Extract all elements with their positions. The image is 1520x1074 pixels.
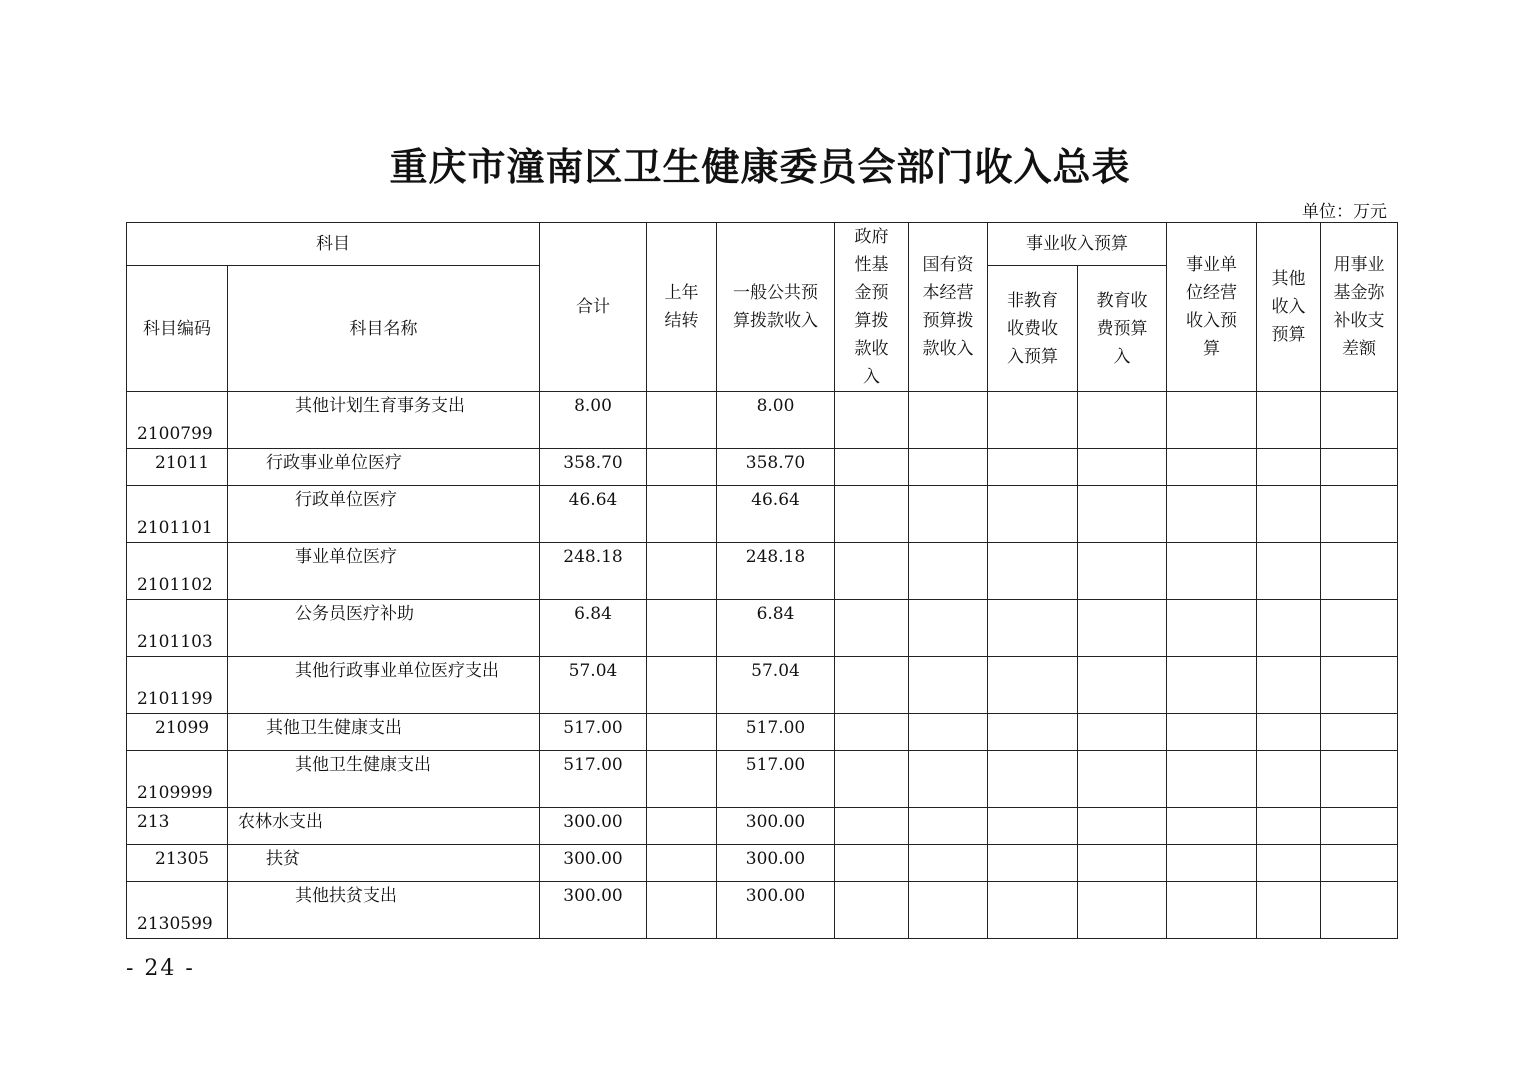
- cell-unit-operating: [1167, 882, 1257, 939]
- cell-non-edu: [988, 882, 1078, 939]
- subject-name: 事业单位医疗: [228, 543, 540, 600]
- subject-name: 行政单位医疗: [228, 486, 540, 543]
- cell-carryover: [647, 543, 717, 600]
- cell-edu: [1078, 714, 1167, 751]
- cell-carryover: [647, 882, 717, 939]
- cell-non-edu: [988, 600, 1078, 657]
- cell-state-capital: [909, 486, 988, 543]
- cell-edu: [1078, 449, 1167, 486]
- cell-total: 300.00: [540, 845, 647, 882]
- cell-unit-operating: [1167, 751, 1257, 808]
- cell-unit-operating: [1167, 845, 1257, 882]
- cell-non-edu: [988, 714, 1078, 751]
- cell-edu: [1078, 808, 1167, 845]
- subject-code: 21305: [127, 845, 228, 882]
- header-state-capital: 国有资本经营预算拨款收入: [909, 223, 988, 392]
- cell-edu: [1078, 392, 1167, 449]
- subject-name: 其他卫生健康支出: [228, 751, 540, 808]
- table-row: [127, 657, 1398, 714]
- subject-code: 2109999: [127, 751, 228, 808]
- cell-edu: [1078, 486, 1167, 543]
- income-summary-table: [126, 222, 1398, 939]
- cell-state-capital: [909, 392, 988, 449]
- cell-unit-operating: [1167, 543, 1257, 600]
- cell-other: [1257, 449, 1321, 486]
- subject-name: 其他卫生健康支出: [228, 714, 540, 751]
- table-row: [127, 449, 1398, 486]
- cell-edu: [1078, 882, 1167, 939]
- subject-code: 21011: [127, 449, 228, 486]
- cell-gov-fund: [835, 543, 909, 600]
- cell-state-capital: [909, 657, 988, 714]
- cell-fund-gap: [1321, 714, 1398, 751]
- cell-carryover: [647, 714, 717, 751]
- cell-state-capital: [909, 714, 988, 751]
- cell-state-capital: [909, 882, 988, 939]
- header-total: 合计: [540, 223, 647, 392]
- cell-total: 248.18: [540, 543, 647, 600]
- cell-non-edu: [988, 751, 1078, 808]
- page-number: - 24 -: [126, 956, 195, 981]
- cell-edu: [1078, 751, 1167, 808]
- table-row: [127, 543, 1398, 600]
- cell-non-edu: [988, 808, 1078, 845]
- cell-carryover: [647, 600, 717, 657]
- cell-total: 517.00: [540, 714, 647, 751]
- subject-code: 2130599: [127, 882, 228, 939]
- cell-general: 517.00: [717, 714, 835, 751]
- cell-general: 300.00: [717, 808, 835, 845]
- subject-name: 其他行政事业单位医疗支出: [228, 657, 540, 714]
- cell-carryover: [647, 657, 717, 714]
- cell-gov-fund: [835, 882, 909, 939]
- cell-unit-operating: [1167, 808, 1257, 845]
- header-code: 科目编码: [127, 266, 228, 392]
- cell-fund-gap: [1321, 882, 1398, 939]
- cell-unit-operating: [1167, 714, 1257, 751]
- cell-non-edu: [988, 449, 1078, 486]
- cell-general: 300.00: [717, 882, 835, 939]
- cell-unit-operating: [1167, 449, 1257, 486]
- cell-general: 358.70: [717, 449, 835, 486]
- unit-label: 单位：万元: [1302, 202, 1387, 222]
- table-row: [127, 486, 1398, 543]
- header-non-edu-fee: 非教育收费收入预算: [988, 266, 1078, 392]
- cell-total: 8.00: [540, 392, 647, 449]
- cell-gov-fund: [835, 486, 909, 543]
- cell-carryover: [647, 486, 717, 543]
- cell-edu: [1078, 600, 1167, 657]
- cell-other: [1257, 808, 1321, 845]
- cell-other: [1257, 392, 1321, 449]
- cell-edu: [1078, 657, 1167, 714]
- subject-name: 其他计划生育事务支出: [228, 392, 540, 449]
- subject-code: 21099: [127, 714, 228, 751]
- table-row: [127, 714, 1398, 751]
- cell-non-edu: [988, 486, 1078, 543]
- subject-code: 2101102: [127, 543, 228, 600]
- cell-gov-fund: [835, 449, 909, 486]
- header-carryover: 上年结转: [647, 223, 717, 392]
- cell-gov-fund: [835, 392, 909, 449]
- table-row: [127, 600, 1398, 657]
- cell-general: 248.18: [717, 543, 835, 600]
- cell-gov-fund: [835, 714, 909, 751]
- cell-unit-operating: [1167, 392, 1257, 449]
- cell-state-capital: [909, 845, 988, 882]
- subject-code: 2101101: [127, 486, 228, 543]
- table-row: [127, 882, 1398, 939]
- cell-gov-fund: [835, 808, 909, 845]
- cell-total: 57.04: [540, 657, 647, 714]
- table-row: [127, 845, 1398, 882]
- cell-fund-gap: [1321, 543, 1398, 600]
- cell-other: [1257, 600, 1321, 657]
- cell-carryover: [647, 392, 717, 449]
- cell-carryover: [647, 808, 717, 845]
- subject-name: 扶贫: [228, 845, 540, 882]
- cell-gov-fund: [835, 845, 909, 882]
- header-general-budget: 一般公共预算拨款收入: [717, 223, 835, 392]
- cell-unit-operating: [1167, 600, 1257, 657]
- table-row: [127, 392, 1398, 449]
- cell-edu: [1078, 845, 1167, 882]
- cell-state-capital: [909, 543, 988, 600]
- cell-other: [1257, 657, 1321, 714]
- header-business-income: 事业收入预算: [988, 223, 1167, 266]
- cell-total: 6.84: [540, 600, 647, 657]
- cell-edu: [1078, 543, 1167, 600]
- cell-state-capital: [909, 449, 988, 486]
- cell-other: [1257, 845, 1321, 882]
- cell-carryover: [647, 845, 717, 882]
- header-other-income: 其他收入预算: [1257, 223, 1321, 392]
- cell-fund-gap: [1321, 600, 1398, 657]
- cell-state-capital: [909, 808, 988, 845]
- cell-general: 46.64: [717, 486, 835, 543]
- header-edu-fee: 教育收费预算入: [1078, 266, 1167, 392]
- cell-unit-operating: [1167, 486, 1257, 543]
- cell-fund-gap: [1321, 751, 1398, 808]
- subject-code: 2100799: [127, 392, 228, 449]
- header-gov-fund: 政府性基金预算拨款收入: [835, 223, 909, 392]
- header-subject: 科目: [127, 223, 540, 266]
- cell-total: 300.00: [540, 808, 647, 845]
- table-row: [127, 808, 1398, 845]
- page-title: 重庆市潼南区卫生健康委员会部门收入总表: [389, 144, 1131, 189]
- cell-other: [1257, 882, 1321, 939]
- cell-gov-fund: [835, 657, 909, 714]
- cell-other: [1257, 486, 1321, 543]
- cell-carryover: [647, 449, 717, 486]
- cell-total: 46.64: [540, 486, 647, 543]
- cell-carryover: [647, 751, 717, 808]
- subject-name: 农林水支出: [228, 808, 540, 845]
- cell-general: 6.84: [717, 600, 835, 657]
- cell-gov-fund: [835, 751, 909, 808]
- cell-total: 358.70: [540, 449, 647, 486]
- cell-fund-gap: [1321, 657, 1398, 714]
- subject-code: 2101103: [127, 600, 228, 657]
- cell-general: 57.04: [717, 657, 835, 714]
- cell-total: 517.00: [540, 751, 647, 808]
- cell-non-edu: [988, 392, 1078, 449]
- header-unit-operating: 事业单位经营收入预算: [1167, 223, 1257, 392]
- cell-fund-gap: [1321, 845, 1398, 882]
- cell-unit-operating: [1167, 657, 1257, 714]
- cell-other: [1257, 714, 1321, 751]
- cell-other: [1257, 543, 1321, 600]
- cell-other: [1257, 751, 1321, 808]
- cell-state-capital: [909, 600, 988, 657]
- cell-non-edu: [988, 845, 1078, 882]
- header-name: 科目名称: [228, 266, 540, 392]
- cell-gov-fund: [835, 600, 909, 657]
- subject-code: 213: [127, 808, 228, 845]
- cell-general: 8.00: [717, 392, 835, 449]
- cell-non-edu: [988, 543, 1078, 600]
- cell-general: 517.00: [717, 751, 835, 808]
- cell-total: 300.00: [540, 882, 647, 939]
- cell-fund-gap: [1321, 449, 1398, 486]
- cell-fund-gap: [1321, 392, 1398, 449]
- subject-name: 行政事业单位医疗: [228, 449, 540, 486]
- subject-name: 其他扶贫支出: [228, 882, 540, 939]
- cell-non-edu: [988, 657, 1078, 714]
- header-fund-gap: 用事业基金弥补收支差额: [1321, 223, 1398, 392]
- cell-fund-gap: [1321, 808, 1398, 845]
- subject-name: 公务员医疗补助: [228, 600, 540, 657]
- cell-general: 300.00: [717, 845, 835, 882]
- subject-code: 2101199: [127, 657, 228, 714]
- table-row: [127, 751, 1398, 808]
- cell-fund-gap: [1321, 486, 1398, 543]
- cell-state-capital: [909, 751, 988, 808]
